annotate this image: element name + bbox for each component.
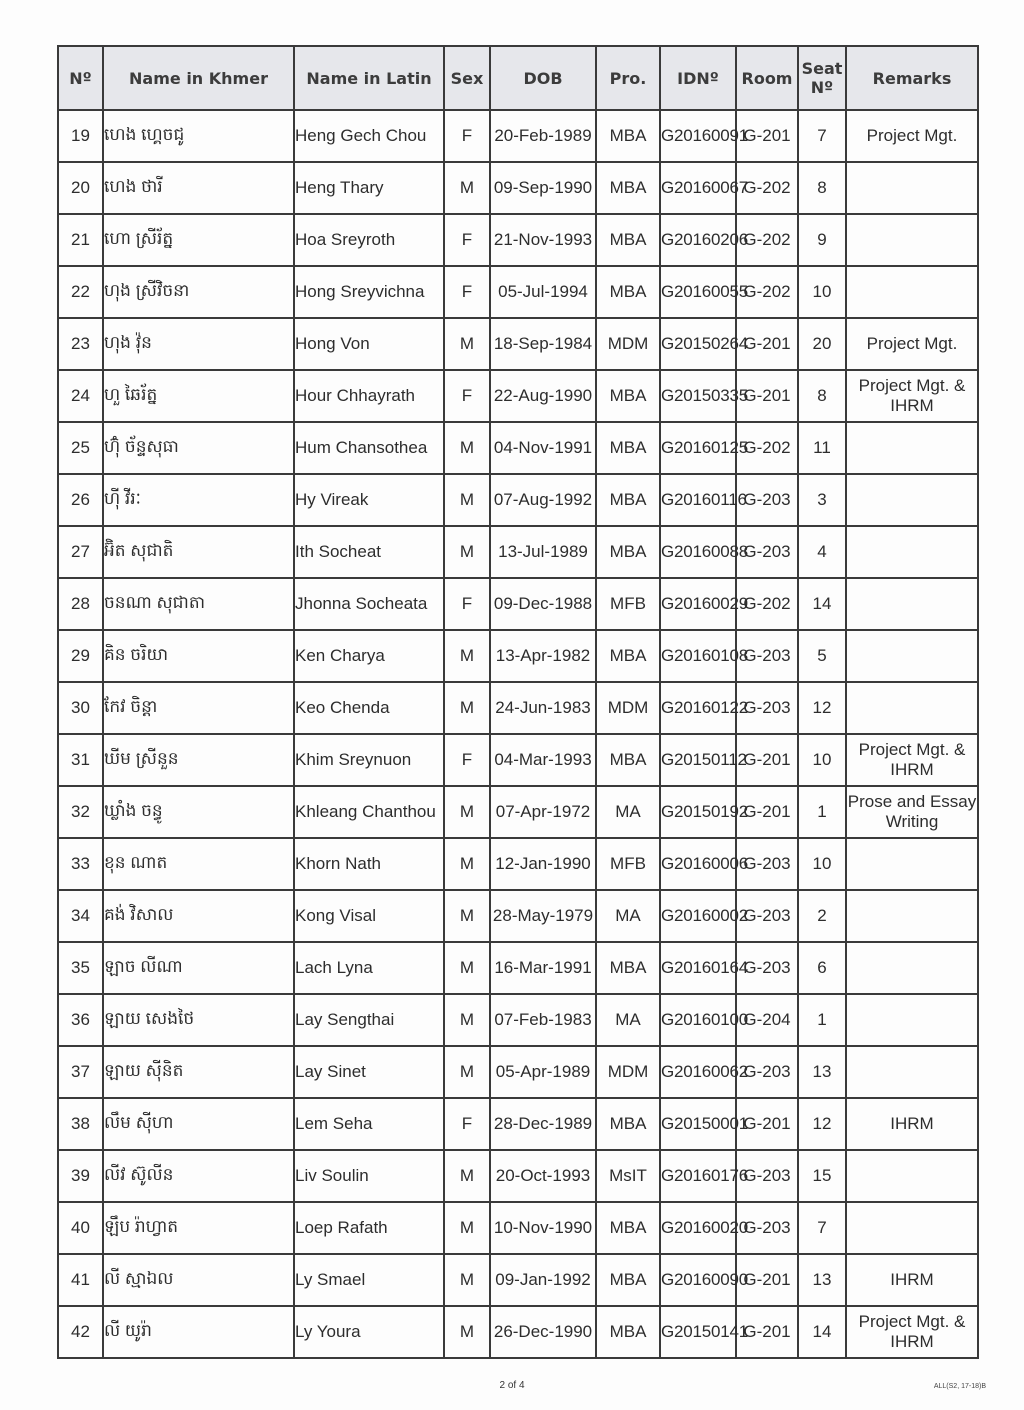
table-row — [58, 578, 978, 630]
name-khmer: ហេង ថារី — [103, 162, 294, 214]
dob-cell: 20-Feb-1989 — [490, 110, 596, 162]
remarks-cell — [846, 162, 978, 214]
row-number: 21 — [58, 214, 103, 266]
table-row — [58, 890, 978, 942]
name-latin: Hum Chansothea — [294, 422, 444, 474]
remarks-cell — [846, 890, 978, 942]
header-no: Nº — [58, 46, 103, 110]
program-cell: MBA — [596, 942, 660, 994]
program-cell: MA — [596, 890, 660, 942]
dob-cell: 13-Jul-1989 — [490, 526, 596, 578]
dob-cell: 28-Dec-1989 — [490, 1098, 596, 1150]
name-khmer: ហុង ស្រីវិចនា — [103, 266, 294, 318]
name-latin: Hour Chhayrath — [294, 370, 444, 422]
table-row — [58, 422, 978, 474]
name-khmer: គង់ វិសាល — [103, 890, 294, 942]
table-row — [58, 682, 978, 734]
sex-cell: M — [444, 422, 490, 474]
idn-cell: G20150264 — [660, 318, 736, 370]
table-row — [58, 526, 978, 578]
seat-cell: 5 — [798, 630, 846, 682]
room-cell: G-203 — [736, 1202, 798, 1254]
name-khmer: ហ៊ុំ ច័ន្ទសុធា — [103, 422, 294, 474]
dob-cell: 22-Aug-1990 — [490, 370, 596, 422]
seat-cell: 14 — [798, 1306, 846, 1358]
name-latin: Lem Seha — [294, 1098, 444, 1150]
student-roster-table — [57, 45, 979, 1359]
remarks-cell — [846, 578, 978, 630]
name-khmer: ហោ ស្រីរ័ត្ន — [103, 214, 294, 266]
name-khmer: អ៊ិត សុជាតិ — [103, 526, 294, 578]
name-khmer: ឃីម ស្រីនួន — [103, 734, 294, 786]
seat-cell: 9 — [798, 214, 846, 266]
remarks-cell — [846, 1202, 978, 1254]
dob-cell: 09-Sep-1990 — [490, 162, 596, 214]
name-khmer: ខុន ណាត — [103, 838, 294, 890]
remarks-cell — [846, 838, 978, 890]
remarks-cell — [846, 474, 978, 526]
name-latin: Ken Charya — [294, 630, 444, 682]
program-cell: MA — [596, 786, 660, 838]
seat-cell: 4 — [798, 526, 846, 578]
remarks-cell: Project Mgt. & IHRM — [846, 370, 978, 422]
room-cell: G-201 — [736, 1254, 798, 1306]
seat-cell: 13 — [798, 1254, 846, 1306]
room-cell: G-201 — [736, 786, 798, 838]
dob-cell: 16-Mar-1991 — [490, 942, 596, 994]
seat-cell: 10 — [798, 734, 846, 786]
seat-cell: 13 — [798, 1046, 846, 1098]
name-latin: Liv Soulin — [294, 1150, 444, 1202]
room-cell: G-201 — [736, 1098, 798, 1150]
room-cell: G-202 — [736, 578, 798, 630]
sex-cell: M — [444, 474, 490, 526]
idn-cell: G20160062 — [660, 1046, 736, 1098]
table-row — [58, 474, 978, 526]
sex-cell: M — [444, 1254, 490, 1306]
idn-cell: G20160164 — [660, 942, 736, 994]
room-cell: G-203 — [736, 890, 798, 942]
sex-cell: F — [444, 110, 490, 162]
remarks-cell — [846, 422, 978, 474]
sex-cell: M — [444, 318, 490, 370]
seat-cell: 3 — [798, 474, 846, 526]
seat-cell: 14 — [798, 578, 846, 630]
idn-cell: G20150112 — [660, 734, 736, 786]
row-number: 36 — [58, 994, 103, 1046]
table-header — [58, 46, 978, 110]
idn-cell: G20160176 — [660, 1150, 736, 1202]
name-khmer: លីវ ស៊ូលីន — [103, 1150, 294, 1202]
seat-cell: 12 — [798, 1098, 846, 1150]
program-cell: MFB — [596, 838, 660, 890]
row-number: 41 — [58, 1254, 103, 1306]
remarks-cell — [846, 266, 978, 318]
idn-cell: G20160002 — [660, 890, 736, 942]
room-cell: G-203 — [736, 838, 798, 890]
name-khmer: ឃ្លាំង ចន្ធូ — [103, 786, 294, 838]
seat-cell: 1 — [798, 786, 846, 838]
row-number: 31 — [58, 734, 103, 786]
row-number: 39 — [58, 1150, 103, 1202]
program-cell: MBA — [596, 162, 660, 214]
idn-cell: G20160108 — [660, 630, 736, 682]
idn-cell: G20160088 — [660, 526, 736, 578]
name-khmer: ហុង វ៉ុន — [103, 318, 294, 370]
idn-cell: G20160125 — [660, 422, 736, 474]
seat-cell: 10 — [798, 266, 846, 318]
row-number: 19 — [58, 110, 103, 162]
remarks-cell: Project Mgt. & IHRM — [846, 734, 978, 786]
dob-cell: 20-Oct-1993 — [490, 1150, 596, 1202]
table-row — [58, 214, 978, 266]
sex-cell: M — [444, 1150, 490, 1202]
idn-cell: G20160020 — [660, 1202, 736, 1254]
table-row — [58, 942, 978, 994]
remarks-cell: Prose and Essay Writing — [846, 786, 978, 838]
room-cell: G-202 — [736, 422, 798, 474]
seat-cell: 10 — [798, 838, 846, 890]
remarks-cell: Project Mgt. & IHRM — [846, 1306, 978, 1358]
dob-cell: 07-Apr-1972 — [490, 786, 596, 838]
name-khmer: ហេង ហ្គេចជូ — [103, 110, 294, 162]
program-cell: MBA — [596, 214, 660, 266]
seat-cell: 15 — [798, 1150, 846, 1202]
sex-cell: M — [444, 682, 490, 734]
header-row — [58, 46, 978, 110]
header-remarks: Remarks — [846, 46, 978, 110]
table-row — [58, 162, 978, 214]
table-body — [58, 110, 978, 1358]
header-name-latin: Name in Latin — [294, 46, 444, 110]
row-number: 34 — [58, 890, 103, 942]
idn-cell: G20160206 — [660, 214, 736, 266]
name-khmer: កែវ ចិន្តា — [103, 682, 294, 734]
sex-cell: M — [444, 890, 490, 942]
sex-cell: M — [444, 786, 490, 838]
name-latin: Khim Sreynuon — [294, 734, 444, 786]
document-code: ALL(S2, 17-18)B — [933, 1383, 986, 1390]
header-room: Room — [736, 46, 798, 110]
program-cell: MBA — [596, 630, 660, 682]
name-latin: Hoa Sreyroth — [294, 214, 444, 266]
dob-cell: 09-Dec-1988 — [490, 578, 596, 630]
name-latin: Loep Rafath — [294, 1202, 444, 1254]
room-cell: G-203 — [736, 526, 798, 578]
seat-cell: 8 — [798, 370, 846, 422]
room-cell: G-203 — [736, 682, 798, 734]
name-latin: Ith Socheat — [294, 526, 444, 578]
row-number: 20 — [58, 162, 103, 214]
sex-cell: M — [444, 1306, 490, 1358]
name-latin: Heng Thary — [294, 162, 444, 214]
sex-cell: M — [444, 838, 490, 890]
name-khmer: ឡាយ ស៊ីនិត — [103, 1046, 294, 1098]
row-number: 29 — [58, 630, 103, 682]
row-number: 40 — [58, 1202, 103, 1254]
dob-cell: 21-Nov-1993 — [490, 214, 596, 266]
table-row — [58, 630, 978, 682]
program-cell: MFB — [596, 578, 660, 630]
seat-cell: 6 — [798, 942, 846, 994]
name-latin: Hy Vireak — [294, 474, 444, 526]
header-name-khmer: Name in Khmer — [103, 46, 294, 110]
remarks-cell — [846, 1046, 978, 1098]
room-cell: G-201 — [736, 370, 798, 422]
row-number: 25 — [58, 422, 103, 474]
room-cell: G-203 — [736, 1046, 798, 1098]
row-number: 27 — [58, 526, 103, 578]
name-latin: Lay Sinet — [294, 1046, 444, 1098]
dob-cell: 09-Jan-1992 — [490, 1254, 596, 1306]
program-cell: MBA — [596, 1306, 660, 1358]
row-number: 22 — [58, 266, 103, 318]
dob-cell: 04-Nov-1991 — [490, 422, 596, 474]
dob-cell: 12-Jan-1990 — [490, 838, 596, 890]
name-khmer: គិន ចរិយា — [103, 630, 294, 682]
name-latin: Lay Sengthai — [294, 994, 444, 1046]
room-cell: G-204 — [736, 994, 798, 1046]
row-number: 26 — [58, 474, 103, 526]
remarks-cell — [846, 994, 978, 1046]
name-khmer: ឡាយ សេងថៃ — [103, 994, 294, 1046]
remarks-cell — [846, 942, 978, 994]
sex-cell: F — [444, 370, 490, 422]
name-latin: Khleang Chanthou — [294, 786, 444, 838]
row-number: 30 — [58, 682, 103, 734]
idn-cell: G20150335 — [660, 370, 736, 422]
name-khmer: ហ៊ី វីរៈ — [103, 474, 294, 526]
program-cell: MDM — [596, 682, 660, 734]
header-program: Pro. — [596, 46, 660, 110]
seat-cell: 11 — [798, 422, 846, 474]
header-dob: DOB — [490, 46, 596, 110]
name-latin: Ly Youra — [294, 1306, 444, 1358]
row-number: 37 — [58, 1046, 103, 1098]
name-latin: Keo Chenda — [294, 682, 444, 734]
sex-cell: F — [444, 734, 490, 786]
name-latin: Jhonna Socheata — [294, 578, 444, 630]
room-cell: G-202 — [736, 214, 798, 266]
idn-cell: G20160090 — [660, 1254, 736, 1306]
program-cell: MDM — [596, 318, 660, 370]
room-cell: G-201 — [736, 1306, 798, 1358]
name-khmer: ហួ ឆៃរ័ត្ន — [103, 370, 294, 422]
sex-cell: F — [444, 1098, 490, 1150]
remarks-cell — [846, 214, 978, 266]
program-cell: MBA — [596, 370, 660, 422]
idn-cell: G20160100 — [660, 994, 736, 1046]
table-row — [58, 838, 978, 890]
table-row — [58, 110, 978, 162]
seat-cell: 7 — [798, 110, 846, 162]
seat-cell: 2 — [798, 890, 846, 942]
seat-cell: 1 — [798, 994, 846, 1046]
dob-cell: 13-Apr-1982 — [490, 630, 596, 682]
remarks-cell — [846, 526, 978, 578]
page-number: 2 of 4 — [499, 1380, 525, 1391]
name-latin: Hong Von — [294, 318, 444, 370]
sex-cell: M — [444, 942, 490, 994]
program-cell: MBA — [596, 734, 660, 786]
row-number: 32 — [58, 786, 103, 838]
table-row — [58, 1254, 978, 1306]
room-cell: G-203 — [736, 474, 798, 526]
sex-cell: M — [444, 526, 490, 578]
row-number: 38 — [58, 1098, 103, 1150]
table-row — [58, 370, 978, 422]
dob-cell: 07-Aug-1992 — [490, 474, 596, 526]
sex-cell: M — [444, 1046, 490, 1098]
room-cell: G-203 — [736, 630, 798, 682]
name-khmer: ចនណា សុជាតា — [103, 578, 294, 630]
program-cell: MsIT — [596, 1150, 660, 1202]
remarks-cell — [846, 1150, 978, 1202]
table-row — [58, 266, 978, 318]
table-row — [58, 318, 978, 370]
dob-cell: 05-Jul-1994 — [490, 266, 596, 318]
row-number: 24 — [58, 370, 103, 422]
remarks-cell — [846, 630, 978, 682]
idn-cell: G20150192 — [660, 786, 736, 838]
seat-cell: 8 — [798, 162, 846, 214]
sex-cell: M — [444, 630, 490, 682]
idn-cell: G20150001 — [660, 1098, 736, 1150]
sex-cell: M — [444, 1202, 490, 1254]
idn-cell: G20160055 — [660, 266, 736, 318]
name-khmer: លី ស្មាឯល — [103, 1254, 294, 1306]
program-cell: MBA — [596, 526, 660, 578]
row-number: 42 — [58, 1306, 103, 1358]
name-latin: Lach Lyna — [294, 942, 444, 994]
table-row — [58, 1098, 978, 1150]
table-row — [58, 1046, 978, 1098]
seat-cell: 12 — [798, 682, 846, 734]
program-cell: MA — [596, 994, 660, 1046]
dob-cell: 26-Dec-1990 — [490, 1306, 596, 1358]
header-sex: Sex — [444, 46, 490, 110]
room-cell: G-201 — [736, 734, 798, 786]
header-seat: Seat Nº — [798, 46, 846, 110]
sex-cell: F — [444, 214, 490, 266]
dob-cell: 28-May-1979 — [490, 890, 596, 942]
dob-cell: 07-Feb-1983 — [490, 994, 596, 1046]
room-cell: G-203 — [736, 1150, 798, 1202]
room-cell: G-203 — [736, 942, 798, 994]
remarks-cell: Project Mgt. — [846, 110, 978, 162]
seat-cell: 20 — [798, 318, 846, 370]
program-cell: MBA — [596, 110, 660, 162]
row-number: 23 — [58, 318, 103, 370]
idn-cell: G20150141 — [660, 1306, 736, 1358]
program-cell: MBA — [596, 1202, 660, 1254]
table-row — [58, 1306, 978, 1358]
program-cell: MDM — [596, 1046, 660, 1098]
name-khmer: ឡឹប រ៉ាហ្វាត — [103, 1202, 294, 1254]
name-latin: Kong Visal — [294, 890, 444, 942]
program-cell: MBA — [596, 422, 660, 474]
room-cell: G-202 — [736, 266, 798, 318]
dob-cell: 24-Jun-1983 — [490, 682, 596, 734]
idn-cell: G20160091 — [660, 110, 736, 162]
name-latin: Hong Sreyvichna — [294, 266, 444, 318]
dob-cell: 10-Nov-1990 — [490, 1202, 596, 1254]
idn-cell: G20160006 — [660, 838, 736, 890]
sex-cell: M — [444, 994, 490, 1046]
sex-cell: F — [444, 266, 490, 318]
name-khmer: ឡាច លីណា — [103, 942, 294, 994]
idn-cell: G20160067 — [660, 162, 736, 214]
table-row — [58, 734, 978, 786]
table-row — [58, 1150, 978, 1202]
dob-cell: 04-Mar-1993 — [490, 734, 596, 786]
idn-cell: G20160029 — [660, 578, 736, 630]
table-row — [58, 1202, 978, 1254]
name-khmer: លឹម ស៊ីហា — [103, 1098, 294, 1150]
seat-cell: 7 — [798, 1202, 846, 1254]
row-number: 28 — [58, 578, 103, 630]
row-number: 33 — [58, 838, 103, 890]
sex-cell: M — [444, 162, 490, 214]
room-cell: G-201 — [736, 318, 798, 370]
table-row — [58, 786, 978, 838]
header-idn: IDNº — [660, 46, 736, 110]
row-number: 35 — [58, 942, 103, 994]
sex-cell: F — [444, 578, 490, 630]
idn-cell: G20160122 — [660, 682, 736, 734]
program-cell: MBA — [596, 266, 660, 318]
name-latin: Khorn Nath — [294, 838, 444, 890]
program-cell: MBA — [596, 474, 660, 526]
name-latin: Heng Gech Chou — [294, 110, 444, 162]
remarks-cell — [846, 682, 978, 734]
room-cell: G-202 — [736, 162, 798, 214]
table-row — [58, 994, 978, 1046]
remarks-cell: IHRM — [846, 1098, 978, 1150]
name-khmer: លី យូរ៉ា — [103, 1306, 294, 1358]
remarks-cell: IHRM — [846, 1254, 978, 1306]
dob-cell: 05-Apr-1989 — [490, 1046, 596, 1098]
room-cell: G-201 — [736, 110, 798, 162]
program-cell: MBA — [596, 1098, 660, 1150]
program-cell: MBA — [596, 1254, 660, 1306]
dob-cell: 18-Sep-1984 — [490, 318, 596, 370]
remarks-cell: Project Mgt. — [846, 318, 978, 370]
name-latin: Ly Smael — [294, 1254, 444, 1306]
idn-cell: G20160116 — [660, 474, 736, 526]
